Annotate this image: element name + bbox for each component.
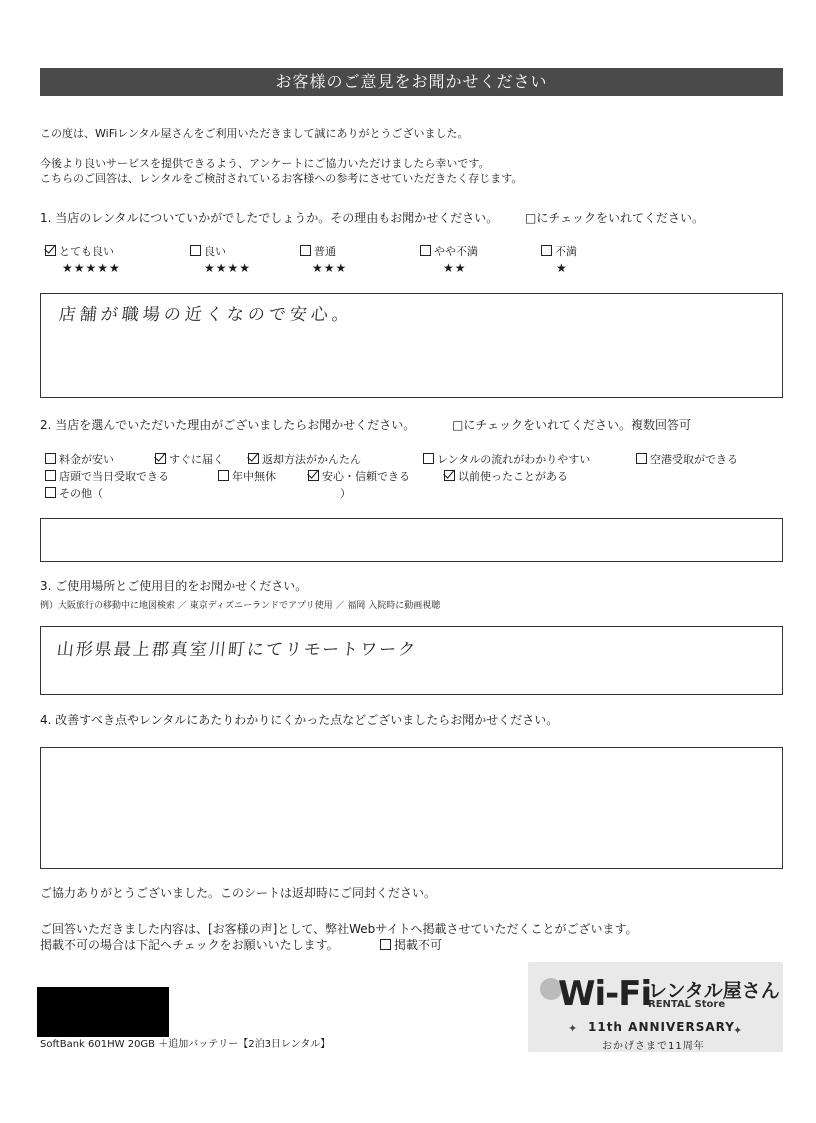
option-label: やや不満 [434,245,478,258]
q2-question: 2. 当店を選んでいただいた理由がございましたらお聞かせください。 [40,418,416,432]
checkbox[interactable] [45,453,56,464]
q2-option-fast-delivery[interactable] [155,453,224,467]
checkbox[interactable] [300,245,311,256]
q2-option-store-pickup[interactable] [45,470,169,484]
checkbox[interactable] [420,245,431,256]
q1-question: 1. 当店のレンタルについていかがでしたでしょうか。その理由もお聞かせください。 [40,211,499,225]
option-label: 空港受取ができる [650,453,738,466]
checkbox[interactable] [45,470,56,481]
q2-option-clear-flow[interactable] [423,453,590,467]
redacted-block [37,987,169,1037]
logo-rental-text: レンタル屋さん [648,980,780,1002]
logo-anniversary: 11th ANNIVERSARY [588,1020,735,1034]
q1-option-good[interactable] [190,245,226,259]
page-title: お客様のご意見をお聞かせください [40,68,783,96]
option-label: 良い [204,245,226,258]
q2-note: □にチェックをいれてください。複数回答可 [452,418,691,432]
checkbox[interactable] [218,470,229,481]
checkbox[interactable] [541,245,552,256]
q3-handwritten-answer: 山形県最上郡真室川町にてリモートワーク [55,640,419,660]
footer-publish-notice: ご回答いただきました内容は、[お客様の声]として、弊社Webサイトへ掲載させていただくことがございます。 [40,922,638,936]
checkbox[interactable] [45,487,56,498]
q4-answer-box[interactable] [40,747,783,869]
option-label: 普通 [314,245,336,258]
checkbox-checked[interactable] [155,453,166,464]
option-label: その他（ [59,487,103,500]
q3-answer-box[interactable] [40,626,783,695]
q2-option-airport-pickup[interactable] [636,453,738,467]
q2-option-open-all-year[interactable] [218,470,276,484]
q3-example: 例）大阪旅行の移動中に地図検索 ／ 東京ディズニーランドでアプリ使用 ／ 福岡 入院時に動画視聴 [40,601,441,611]
q1-handwritten-answer: 店舗が職場の近くなので安心。 [57,305,354,325]
option-label: 返却方法がかんたん [262,453,361,466]
checkbox-checked[interactable] [444,470,455,481]
option-label: 年中無休 [232,470,276,483]
option-label: 不満 [555,245,577,258]
q2-option-used-before[interactable] [444,470,568,484]
q2-option-cheap[interactable] [45,453,114,467]
q2-other-close-paren: ） [340,487,351,500]
checkbox[interactable] [636,453,647,464]
rental-info: SoftBank 601HW 20GB ＋追加バッテリー【2泊3日レンタル】 [40,1039,331,1050]
stars-5: ★★★★★ [62,261,121,275]
footer-thanks: ご協力ありがとうございました。このシートは返却時にご同封ください。 [40,886,437,900]
option-label: レンタルの流れがわかりやすい [437,453,591,466]
q4-question: 4. 改善すべき点やレンタルにあたりわかりにくかった点などございましたらお聞かせください。 [40,713,559,727]
optout-checkbox[interactable] [380,938,442,952]
sparkle-icon: ✦ [733,1024,743,1037]
stars-1: ★ [556,261,568,275]
logo-wifi-text: Wi-Fi [558,974,652,1014]
q2-option-trustworthy[interactable] [308,470,410,484]
q3-question: 3. ご使用場所とご使用目的をお聞かせください。 [40,579,308,593]
stars-4: ★★★★ [204,261,252,275]
company-logo [528,962,783,1052]
q1-option-normal[interactable] [300,245,336,259]
q1-option-unsatisfied[interactable] [541,245,577,259]
optout-label: 掲載不可 [394,938,443,952]
option-label: すぐに届く [169,453,224,466]
q1-answer-box[interactable] [40,293,783,398]
intro-line-3: こちらのご回答は、レンタルをご検討されているお客様への参考にさせていただきたく存じます。 [40,172,523,185]
logo-rental-en: RENTAL Store [648,999,726,1010]
option-label: 料金が安い [59,453,114,466]
sparkle-icon: ✦ [568,1022,578,1035]
option-label: 安心・信頼できる [322,470,410,483]
q1-note: □にチェックをいれてください。 [525,211,704,225]
stars-2: ★★ [443,261,467,275]
checkbox[interactable] [423,453,434,464]
q2-option-other[interactable] [45,487,103,501]
stars-3: ★★★ [312,261,348,275]
checkbox[interactable] [190,245,201,256]
option-label: とても良い [59,245,114,258]
checkbox-checked[interactable] [45,245,56,256]
option-label: 店頭で当日受取できる [59,470,169,483]
checkbox[interactable] [380,939,391,950]
checkbox-checked[interactable] [248,453,259,464]
q2-option-easy-return[interactable] [248,453,361,467]
intro-line-1: この度は、WiFiレンタル屋さんをご利用いただきまして誠にありがとうございました。 [40,127,469,140]
footer-optout-instruction: 掲載不可の場合は下記へチェックをお願いいたします。 [40,938,339,952]
q2-answer-box[interactable] [40,518,783,562]
q1-option-slightly-unsatisfied[interactable] [420,245,478,259]
logo-thanks: おかげさまで11周年 [602,1041,705,1052]
checkbox-checked[interactable] [308,470,319,481]
option-label: 以前使ったことがある [458,470,568,483]
q1-option-very-good[interactable] [45,245,114,259]
intro-line-2: 今後より良いサービスを提供できるよう、アンケートにご協力いただけましたら幸いです。 [40,157,490,170]
